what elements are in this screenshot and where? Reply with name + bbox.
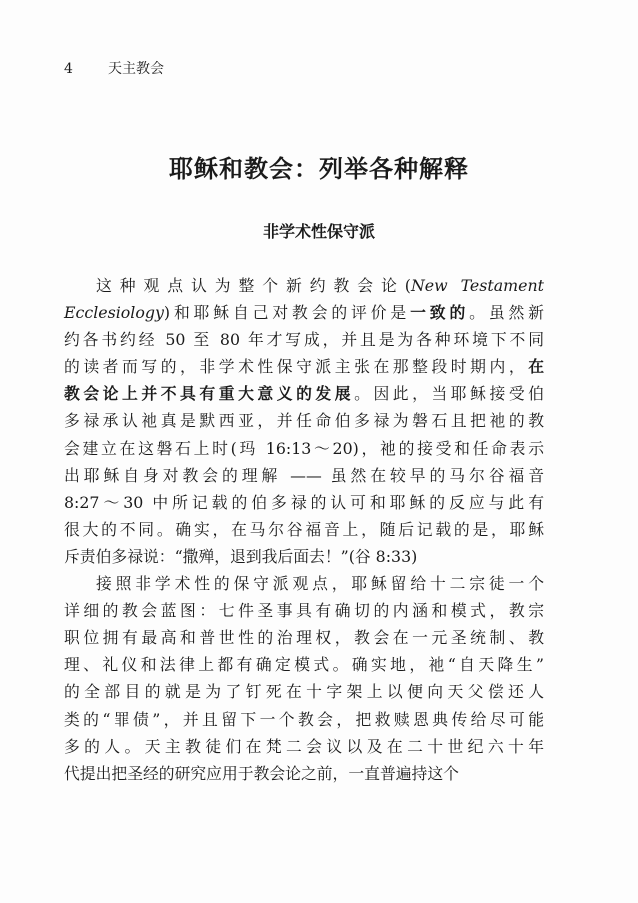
text-line: [64, 678, 544, 705]
text-line: [64, 326, 544, 353]
text-run: 约各书约经 50 至 80 年才写成，并且是为各种环境下不同: [64, 330, 544, 350]
text-line: [64, 733, 544, 760]
text-run: 职位拥有最高和普世性的治理权，教会在一元圣统制、教: [64, 628, 544, 648]
text-line: [64, 435, 544, 462]
text-line: [64, 760, 544, 787]
text-line: [64, 516, 544, 543]
text-run: 这种观点认为整个新约教会论(: [96, 276, 411, 295]
text-run: 的读者而写的，非学术性保守派主张在那整段时期内，: [64, 357, 529, 377]
text-line: [64, 489, 544, 516]
text-run: 8:27～30 中所记载的伯多禄的认可和耶稣的反应与此有: [64, 492, 544, 512]
text-run: )和耶稣自己对教会的评价是: [163, 303, 411, 323]
running-title: 天主教会: [108, 61, 164, 77]
body-text: [64, 272, 544, 787]
text-line: [64, 597, 544, 624]
text-run: 多禄承认祂真是默西亚，并任命伯多禄为磐石且把祂的教: [64, 411, 544, 431]
text-run: 会建立在这磐石上时(玛 16:13～20)，祂的接受和任命表示: [64, 438, 544, 458]
bold-text: 在: [528, 357, 544, 377]
text-line: [64, 570, 544, 597]
text-line: [64, 380, 544, 407]
text-run: 很大的不同。确实，在马尔谷福音上，随后记载的是，耶稣: [64, 519, 544, 539]
page-number: 4: [64, 61, 73, 77]
text-line: [64, 462, 544, 489]
text-run: 类的“罪债”，并且留下一个教会，把救赎恩典传给尽可能: [64, 709, 544, 729]
text-run: 理、礼仪和法律上都有确定模式。确实地，祂“自天降生”: [64, 655, 544, 675]
text-line: [64, 353, 544, 380]
text-run: 代提出把圣经的研究应用于教会论之前，一直普遍持这个: [64, 763, 459, 783]
text-run: 。因此，当耶稣接受伯: [354, 384, 544, 404]
bold-text: 教会论上并不具有重大意义的发展: [64, 384, 355, 404]
italic-text: Ecclesiology: [64, 303, 164, 323]
text-line: [64, 407, 544, 434]
text-run: 多的人。天主教徒们在梵二会议以及在二十世纪六十年: [64, 736, 544, 756]
text-run: 详细的教会蓝图：七件圣事具有确切的内涵和模式，教宗: [64, 601, 544, 621]
chapter-title: 耶稣和教会：列举各种解释: [169, 155, 469, 183]
running-header: [64, 60, 164, 78]
bold-text: 一致的: [410, 303, 470, 323]
text-line: [64, 543, 544, 570]
text-line: [64, 299, 544, 326]
text-line: [64, 651, 544, 678]
text-line: [64, 624, 544, 651]
text-run: 出耶稣自身对教会的理解 —— 虽然在较早的马尔谷福音: [64, 465, 544, 485]
text-line: [64, 272, 544, 299]
section-title: 非学术性保守派: [262, 222, 375, 241]
text-run: 。虽然新: [469, 303, 544, 323]
italic-text: New Testament: [410, 276, 544, 295]
text-line: [64, 706, 544, 733]
text-run: 的全部目的就是为了钉死在十字架上以便向天父偿还人: [64, 682, 544, 702]
text-run: 接照非学术性的保守派观点，耶稣留给十二宗徒一个: [96, 574, 544, 594]
text-run: 斥责伯多禄说：“撒殚，退到我后面去！”(谷 8:33): [64, 546, 418, 566]
paragraph: [64, 272, 544, 570]
paragraph: [64, 570, 544, 787]
